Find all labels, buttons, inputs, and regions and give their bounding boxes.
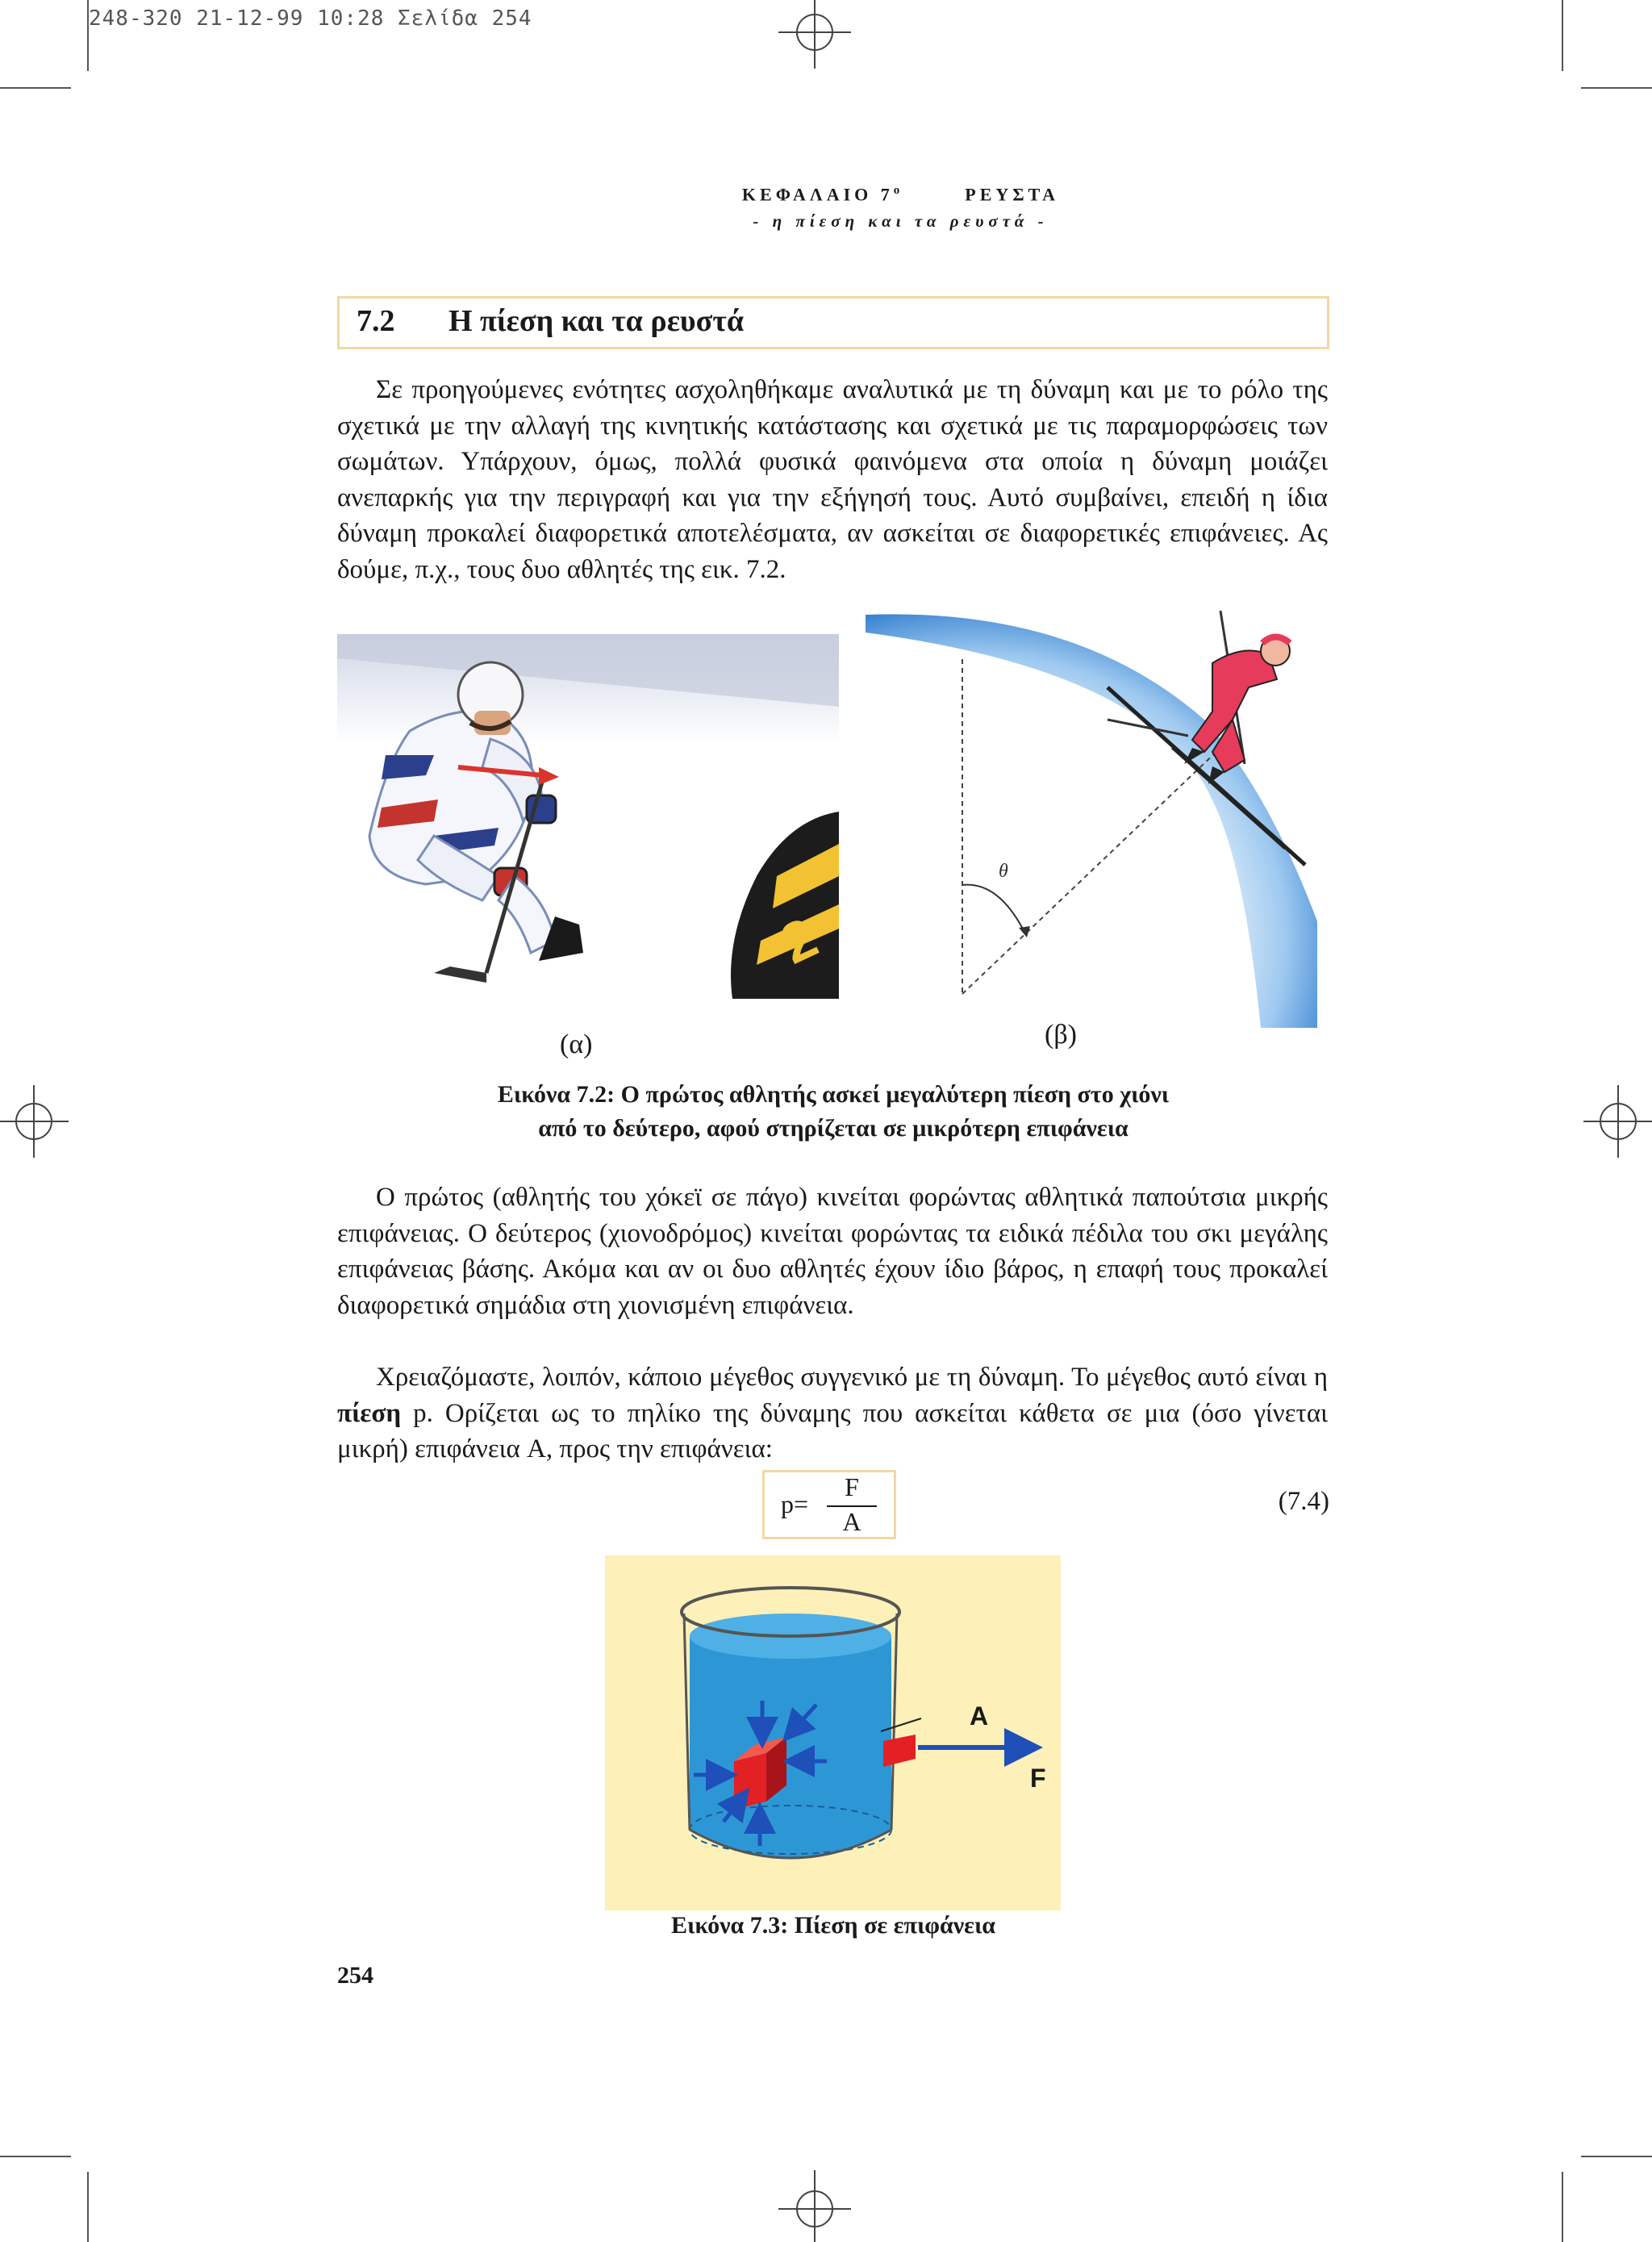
jersey-number: 2 — [771, 905, 827, 976]
pressure-text-start: Χρειαζόμαστε, λοιπόν, κάποιο μέγεθος συγγενικό με τη δύναμη. Το μέγεθος αυτό είναι η — [376, 1363, 1328, 1392]
label-area-a: A — [970, 1701, 989, 1731]
chapter-label: ΚΕΦΑΛΑΙΟ 7 — [741, 184, 894, 205]
figure-7-2-caption — [337, 1078, 1329, 1146]
formula-lhs — [781, 1489, 808, 1519]
page-number: 254 — [337, 1962, 373, 1989]
figure-7-3-caption: Εικόνα 7.3: Πίεση σε επιφάνεια — [671, 1912, 995, 1939]
angle-symbol: θ — [999, 861, 1008, 882]
formula-p: p — [781, 1489, 794, 1518]
section-title: Η πίεση και τα ρευστά — [448, 304, 745, 338]
registration-mark-top — [774, 0, 855, 73]
registration-mark-left — [0, 1081, 73, 1162]
paragraph-intro: Σε προηγούμενες ενότητες ασχοληθήκαμε αναλυτικά με τη δύναμη και με το ρόλο της σχετικά με την αλλαγή της κινητικής κατάστασης και σχετικά με τις παραμορφώσεις των σωμάτων. Υπάρχουν, όμως, πολλά φυσικά φαινόμενα στα οποία η δύναμη μοιάζει ανεπαρκής για την περιγραφή και για την εξήγησή τους. Αυτό συμβαίνει, επειδή η ίδια δύναμη προκαλεί διαφορετικά αποτελέσματα, αν ασκείται σε διαφορετικές επιφάνειες. Ας δούμε, π.χ., τους δυο αθλητές της εικ. 7.2. — [337, 375, 1328, 584]
skier-image — [866, 607, 1329, 1028]
equation-number: (7.4) — [1278, 1487, 1329, 1516]
formula-numerator: F — [845, 1472, 859, 1501]
formula-denominator: A — [842, 1507, 861, 1536]
chapter-topic: ΡΕΥΣΤΑ — [965, 184, 1060, 205]
section-number: 7.2 — [357, 304, 395, 338]
running-subheader: - η πίεση και τα ρευστά - — [753, 211, 1049, 231]
formula-equals: = — [794, 1489, 809, 1518]
pressure-beaker-image — [605, 1555, 1061, 1910]
paragraph-pressure — [337, 1359, 1328, 1468]
registration-mark-bottom — [774, 2170, 855, 2242]
figure-label-b: (β) — [1045, 1020, 1077, 1050]
figure-label-a: (α) — [560, 1029, 593, 1059]
chapter-sup: ο — [893, 184, 900, 197]
label-force-f: F — [1030, 1764, 1046, 1793]
paragraph-athletes: Ο πρώτος (αθλητής του χόκεϊ σε πάγο) κινείται φορώντας αθλητικά παπούτσια μικρής επιφάνειας. Ο δεύτερος (χιονοδρόμος) κινείται φορώντας τα ειδικά πέδιλα του σκι μεγάλης επιφάνειας βάσης. Ακόμα και αν οι δυο αθλητές έχουν ίδιο βάρος, η επαφή τους προκαλεί διαφορετικά σημάδια στη χιονισμένη επιφάνεια. — [337, 1183, 1328, 1320]
caption-line-2: από το δεύτερο, αφού στηρίζεται σε μικρότερη επιφάνεια — [538, 1115, 1128, 1142]
pressure-text-end: p. Ορίζεται ως το πηλίκο της δύναμης που ασκείται κάθετα σε μια (όσο γίνεται μικρή) επιφάνεια A, προς την επιφάνεια: — [337, 1398, 1328, 1464]
pressure-term: πίεση — [337, 1398, 402, 1428]
print-slug: 248-320 21-12-99 10:28 Σελίδα 254 — [89, 6, 532, 31]
running-header — [0, 184, 1652, 205]
registration-mark-right — [1579, 1081, 1652, 1162]
caption-line-1: Εικόνα 7.2: Ο πρώτος αθλητής ασκεί μεγαλύτερη πίεση στο χιόνι — [497, 1081, 1170, 1108]
hockey-player-image — [337, 634, 839, 999]
